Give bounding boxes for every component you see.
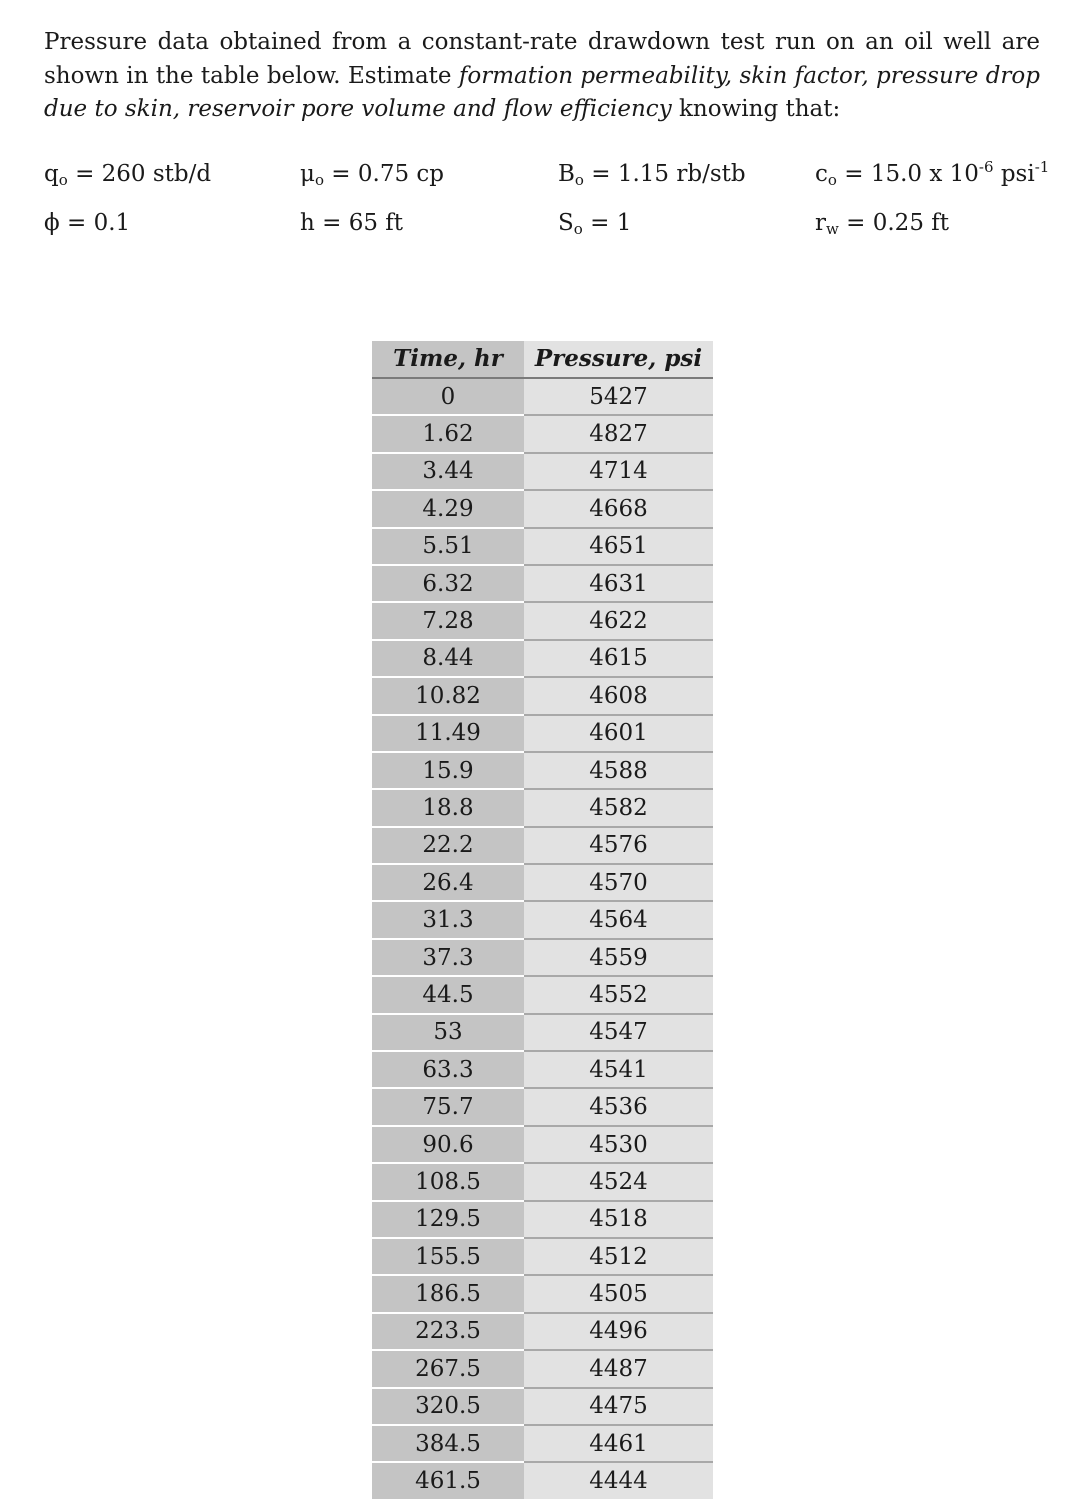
time-cell: 3.44 [372,453,524,490]
time-cell: 37.3 [372,939,524,976]
pressure-cell: 4601 [524,715,713,752]
table-row [372,453,713,490]
pressure-cell: 4541 [524,1051,713,1088]
pressure-cell: 4615 [524,640,713,677]
pressure-cell: 4651 [524,528,713,565]
pressure-cell: 4608 [524,677,713,714]
time-cell: 6.32 [372,565,524,602]
table-row [372,415,713,452]
table-row [372,715,713,752]
pressure-cell: 4552 [524,976,713,1013]
table-row [372,378,713,415]
table-row [372,565,713,602]
time-cell: 5.51 [372,528,524,565]
param-rw: $r_w = 0.25$ ft [815,210,950,238]
time-cell: 129.5 [372,1201,524,1238]
pressure-cell: 4622 [524,602,713,639]
time-cell: 384.5 [372,1425,524,1462]
table-row [372,864,713,901]
time-cell: 267.5 [372,1350,524,1387]
time-cell: 44.5 [372,976,524,1013]
table-row [372,677,713,714]
pressure-cell: 5427 [524,378,713,415]
pressure-cell: 4564 [524,901,713,938]
time-cell: 0 [372,378,524,415]
pressure-cell: 4536 [524,1088,713,1125]
pressure-cell: 4444 [524,1462,713,1498]
intro-italic-text: formation permeability, skin factor, pressure drop due to skin, reservoir pore volume and flow efficiency [44,62,1040,122]
table-row [372,1163,713,1200]
table-row [372,528,713,565]
table-row [372,1051,713,1088]
header-pressure: Pressure, psi [524,341,713,378]
param-h: h = 65 ft [300,210,404,236]
table-row [372,789,713,826]
time-cell: 186.5 [372,1275,524,1312]
pressure-cell: 4559 [524,939,713,976]
table-row [372,901,713,938]
param-co: $c_o = 15.0$ x $10^{-6}$ psi$^{-1}$ [815,158,1050,189]
table-row [372,1014,713,1051]
header-time: Time, hr [372,341,524,378]
pressure-cell: 4714 [524,453,713,490]
table-row [372,490,713,527]
table-row [372,827,713,864]
table-row [372,1238,713,1275]
time-cell: 4.29 [372,490,524,527]
table-row [372,1462,713,1498]
pressure-cell: 4487 [524,1350,713,1387]
pressure-cell: 4576 [524,827,713,864]
pressure-cell: 4475 [524,1388,713,1425]
pressure-cell: 4547 [524,1014,713,1051]
param-Bo: $B_o = 1.15$ rb/stb [558,161,746,189]
time-cell: 223.5 [372,1313,524,1350]
pressure-cell: 4496 [524,1313,713,1350]
table-row [372,1313,713,1350]
table-row [372,640,713,677]
time-cell: 26.4 [372,864,524,901]
table-row [372,1275,713,1312]
pressure-data-table [372,341,713,1499]
pressure-cell: 4530 [524,1126,713,1163]
pressure-cell: 4505 [524,1275,713,1312]
table-row [372,752,713,789]
time-cell: 155.5 [372,1238,524,1275]
time-cell: 1.62 [372,415,524,452]
pressure-cell: 4518 [524,1201,713,1238]
time-cell: 10.82 [372,677,524,714]
pressure-cell: 4570 [524,864,713,901]
time-cell: 63.3 [372,1051,524,1088]
problem-statement [44,26,1040,127]
table-row [372,1201,713,1238]
param-So: $S_o = 1$ [558,210,632,238]
time-cell: 18.8 [372,789,524,826]
table-row [372,976,713,1013]
time-cell: 15.9 [372,752,524,789]
pressure-cell: 4512 [524,1238,713,1275]
intro-text: Pressure data obtained from a constant-rate drawdown test run on an oil well are shown in the table below. Estimate [44,29,1040,89]
time-cell: 11.49 [372,715,524,752]
time-cell: 53 [372,1014,524,1051]
time-cell: 320.5 [372,1388,524,1425]
time-cell: 108.5 [372,1163,524,1200]
time-cell: 22.2 [372,827,524,864]
pressure-cell: 4582 [524,789,713,826]
table-row [372,602,713,639]
time-cell: 461.5 [372,1462,524,1498]
table-row [372,1088,713,1125]
pressure-cell: 4461 [524,1425,713,1462]
time-cell: 7.28 [372,602,524,639]
pressure-cell: 4827 [524,415,713,452]
time-cell: 31.3 [372,901,524,938]
pressure-cell: 4631 [524,565,713,602]
param-phi: ϕ = 0.1 [44,210,131,236]
time-cell: 8.44 [372,640,524,677]
table-row [372,1425,713,1462]
param-qo: $q_o = 260$ stb/d [44,161,212,189]
table-row [372,1126,713,1163]
intro-text-end: knowing that: [671,96,841,122]
table-header-row [372,341,713,378]
table-row [372,1350,713,1387]
time-cell: 75.7 [372,1088,524,1125]
pressure-cell: 4588 [524,752,713,789]
pressure-cell: 4524 [524,1163,713,1200]
table-row [372,939,713,976]
table-row [372,1388,713,1425]
pressure-cell: 4668 [524,490,713,527]
param-muo: $\mu_o = 0.75$ cp [300,161,445,189]
time-cell: 90.6 [372,1126,524,1163]
